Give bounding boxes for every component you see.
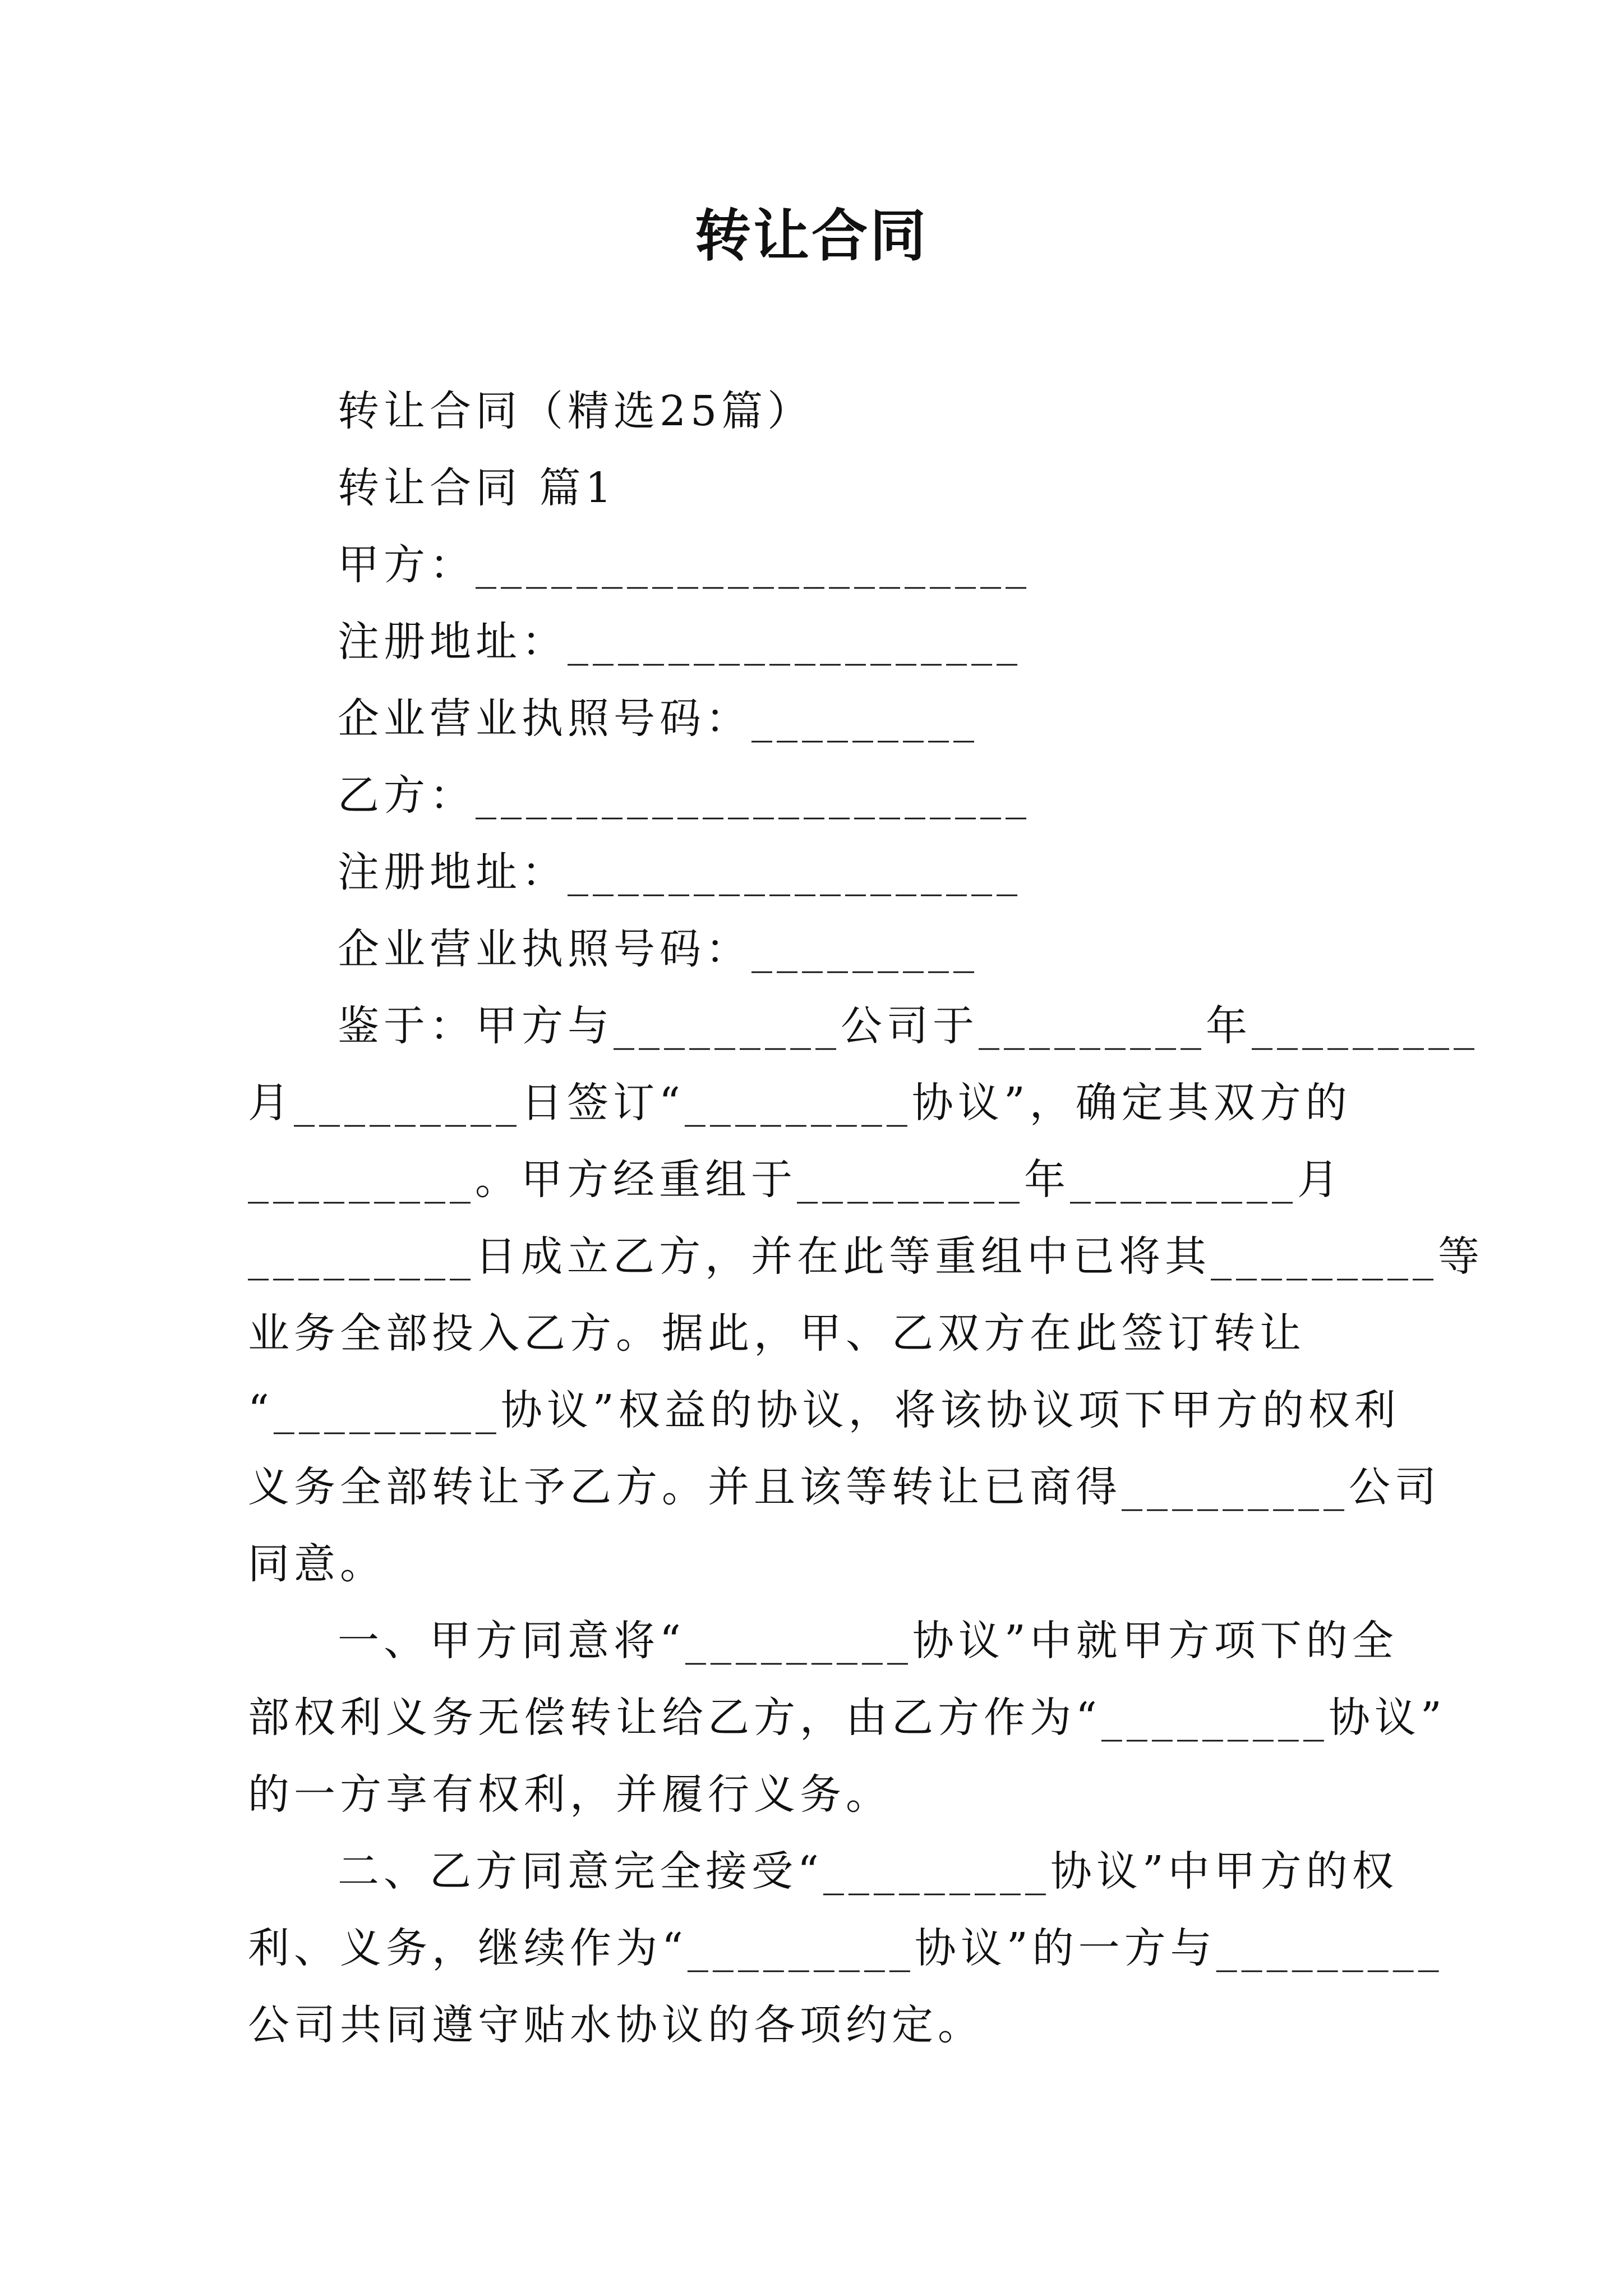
clause-2-line: 利、义务，继续作为“_________协议”的一方与_________ xyxy=(248,1924,1444,1972)
party-b-label: 乙方： xyxy=(338,771,476,820)
clause-2-paragraph xyxy=(248,1833,1444,2064)
party-a-address-blank: __________________ xyxy=(568,618,1022,666)
party-b-license-label: 企业营业执照号码： xyxy=(338,925,751,973)
clause-2-line: 二、乙方同意完全接受“_________协议”中甲方的权 xyxy=(338,1847,1398,1895)
clause-1-line: 一、甲方同意将“_________协议”中就甲方项下的全 xyxy=(338,1617,1398,1665)
document-body xyxy=(248,373,1484,2064)
party-a-license-blank: _________ xyxy=(751,694,979,743)
party-b-license-field xyxy=(248,911,1381,988)
party-a-label: 甲方： xyxy=(338,541,476,589)
party-b-field xyxy=(248,757,1381,834)
recital-line: 月_________日签订“_________协议”，确定其双方的 xyxy=(248,1079,1352,1127)
clause-1-paragraph xyxy=(248,1603,1446,1833)
party-a-address-label: 注册地址： xyxy=(338,618,568,666)
party-b-address-label: 注册地址： xyxy=(338,848,568,896)
clause-1-line: 的一方享有权利，并履行义务。 xyxy=(248,1770,892,1819)
party-a-license-label: 企业营业执照号码： xyxy=(338,694,751,743)
recital-line: 鉴于：甲方与_________公司于_________年_________ xyxy=(338,1002,1479,1050)
recital-line: 同意。 xyxy=(248,1540,386,1588)
party-a-address-field xyxy=(248,604,1381,680)
party-a-license-field xyxy=(248,680,1381,757)
party-a-blank: ______________________ xyxy=(476,541,1031,589)
recital-paragraph xyxy=(248,988,1484,1603)
section-heading: 转让合同 篇1 xyxy=(338,464,616,512)
party-a-field xyxy=(248,527,1381,604)
document-subtitle: 转让合同（精选25篇） xyxy=(338,387,814,435)
recital-line: 业务全部投入乙方。据此，甲、乙双方在此签订转让 xyxy=(248,1309,1306,1358)
party-b-license-blank: _________ xyxy=(751,925,979,973)
recital-line: “_________协议”权益的协议，将该协议项下甲方的权利 xyxy=(248,1386,1400,1434)
recital-line: _________日成立乙方，并在此等重组中已将其_________等 xyxy=(248,1232,1484,1281)
clause-2-line: 公司共同遵守贴水协议的各项约定。 xyxy=(248,2001,984,2049)
recital-line: _________。甲方经重组于_________年_________月 xyxy=(248,1156,1343,1204)
clause-1-line: 部权利义务无偿转让给乙方，由乙方作为“_________协议” xyxy=(248,1694,1446,1742)
recital-line: 义务全部转让予乙方。并且该等转让已商得_________公司 xyxy=(248,1463,1441,1511)
party-b-address-field xyxy=(248,834,1381,911)
party-b-blank: ______________________ xyxy=(476,771,1031,820)
party-b-address-blank: __________________ xyxy=(568,848,1022,896)
document-title: 转让合同 xyxy=(695,203,928,269)
